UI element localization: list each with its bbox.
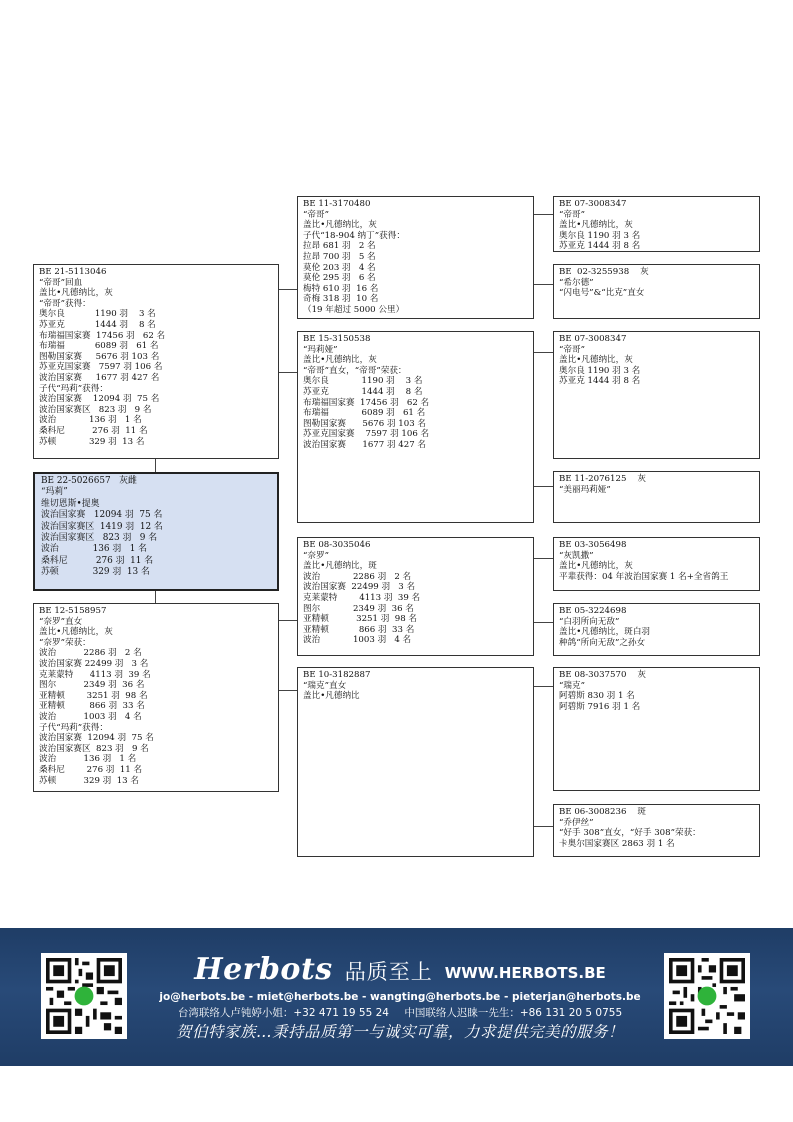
pedigree-line: “灰凯撒” [559,550,594,561]
pedigree-line: 波治国家赛 1677 羽 427 名 [39,372,160,383]
pedigree-line: 亚精顿 866 羽 33 名 [39,701,145,712]
pedigree-line: “奈罗”荣获： [39,637,91,648]
pedigree-line: 梅特 610 羽 16 名 [303,283,379,294]
connector-ds-dsd [533,622,553,623]
pedigree-line: 图勒国家赛 5676 羽 103 名 [39,351,160,362]
pedigree-line: “好手 308”直女，“好手 308”荣获： [559,828,701,839]
pedigree-line: 苏亚克 1444 羽 8 名 [303,386,423,397]
pedigree-line: 亚精顿 3251 羽 98 名 [39,690,148,701]
connector-ds-dss [533,558,553,559]
pedigree-line: 阿碧斯 7916 羽 1 名 [559,701,641,712]
pedigree-line: 盖比•凡德纳比，灰 [559,355,633,366]
pedigree-line: 图尔 2349 羽 36 名 [39,680,145,691]
pedigree-line: 波治国家赛 12094 羽 75 名 [41,510,163,521]
sire-dam-sire-card [553,331,760,459]
dam-sire-card [297,537,534,656]
pedigree-line: 阿碧斯 830 羽 1 名 [559,691,635,702]
pedigree-line: 盖比•凡德纳比，灰 [559,220,633,231]
pedigree-line: 子代“玛莉”获得： [39,383,108,394]
dam-dam-dam-card [553,804,760,857]
tagline: 贺伯特家族…秉持品质第一与诚实可靠，力求提供完美的服务！ [175,1023,624,1041]
pedigree-line: “玛莉” [41,487,68,498]
pedigree-line: “闪电号”&“比克”直女 [559,288,645,299]
contact-line [130,1006,670,1020]
sire-card [33,264,279,459]
brand-row [180,950,620,986]
pedigree-line: “帝哥” [559,209,585,220]
pedigree-line: 布瑞福 6089 羽 61 名 [303,408,426,419]
ring-number: BE 07-3008347 [559,199,627,209]
pedigree-line: 布瑞福国家赛 17456 羽 62 名 [39,330,166,341]
pedigree-line: 波治国家赛 1677 羽 427 名 [303,439,427,450]
connector-dd-ddd [533,826,553,827]
pedigree-line: 克莱蒙特 4113 羽 39 名 [303,592,421,603]
pedigree-line: 波治 2286 羽 2 名 [303,571,412,582]
pedigree-line: 种鸽“所向无敌”之孙女 [559,637,646,648]
subject-card [33,472,279,591]
pedigree-line: “帝哥”获得： [39,298,91,309]
qr-code-right-icon [664,953,750,1039]
connector-dd-dds [533,686,553,687]
pedigree-line: 盖比•凡德纳比，斑 [303,561,377,572]
pedigree-line: “瑞克” [559,680,585,691]
pedigree-line: 波治国家赛区 823 羽 9 名 [41,533,158,544]
ring-number: BE 10-3182887 [303,670,371,680]
dam-card [33,603,279,792]
pedigree-line: 子代“玛莉”获得： [39,722,108,733]
connector-subject-dam [155,590,156,604]
sire-dam-card [297,331,534,523]
herbots-logo: Herbots [194,952,333,987]
pedigree-line: “帝哥”回血 [39,277,83,288]
ring-number: BE 08-3035046 [303,540,371,550]
qr-code-left-icon [41,953,127,1039]
pedigree-line: “希尔德” [559,277,594,288]
pedigree-line: 克莱蒙特 4113 羽 39 名 [39,669,151,680]
connector-subject-sire [155,458,156,472]
sire-sire-card [297,196,534,319]
pedigree-line: 桑科尼 276 羽 11 名 [39,425,148,436]
pedigree-line: 莫伦 295 羽 6 名 [303,273,376,284]
pedigree-line: 亚精顿 3251 羽 98 名 [303,614,418,625]
pedigree-line: 苏亚克 1444 羽 8 名 [559,376,641,387]
contact-china: 中国联络人迟睐一先生：+86 131 20 5 0755 [404,1007,623,1019]
ring-number: BE 07-3008347 [559,334,627,344]
dam-dam-card [297,667,534,857]
pedigree-line: 亚精顿 866 羽 33 名 [303,624,415,635]
pedigree-line: 苏顿 329 羽 13 名 [39,775,139,786]
pedigree-line: 莫伦 203 羽 4 名 [303,262,376,273]
ring-number: BE 11-2076125 灰 [559,474,646,484]
connector-dam-dd [278,690,297,691]
connector-sire-ss [278,289,297,290]
pedigree-line: 波治国家赛 12094 羽 75 名 [39,733,154,744]
pedigree-line: 波治国家赛区 1419 羽 12 名 [41,521,163,532]
sire-dam-dam-card [553,471,760,523]
ring-number: BE 12-5158957 [39,606,107,616]
dam-dam-sire-card [553,667,760,791]
pedigree-line: 桑科尼 276 羽 11 名 [41,555,154,566]
pedigree-line: 卡奥尔国家赛区 2863 羽 1 名 [559,838,675,849]
pedigree-line: 图勒国家赛 5676 羽 103 名 [303,418,427,429]
ring-number: BE 05-3224698 [559,606,627,616]
pedigree-line: 盖比•凡德纳比，灰 [559,561,633,572]
pedigree-line: 盖比•凡德纳比，灰 [303,220,377,231]
pedigree-line: 盖比•凡德纳比 [303,691,360,702]
sire-sire-dam-card [553,264,760,319]
pedigree-line: 苏顿 329 羽 13 名 [39,436,145,447]
pedigree-line: 波治国家赛 22499 羽 3 名 [303,582,416,593]
pedigree-line: 奥尔良 1190 羽 3 名 [559,365,641,376]
ring-number: BE 11-3170480 [303,199,371,209]
connector-ss-ssd [533,284,553,285]
pedigree-line: “乔伊丝” [559,817,594,828]
ring-number: BE 03-3056498 [559,540,627,550]
pedigree-line: 波治 136 羽 1 名 [41,544,148,555]
pedigree-line: 子代“18-904 纳丁”获得： [303,230,405,241]
pedigree-line: 苏亚克国家赛 7597 羽 106 名 [303,429,430,440]
pedigree-line: “奈罗” [303,550,329,561]
pedigree-line: 波治 1003 羽 4 名 [303,635,412,646]
pedigree-line: 盖比•凡德纳比，灰 [39,288,113,299]
ring-number: BE 06-3008236 斑 [559,807,646,817]
pedigree-line: 苏亚克 1444 羽 8 名 [39,319,156,330]
pedigree-line: 波治国家赛区 823 羽 9 名 [39,743,149,754]
pedigree-line: “帝哥” [303,209,329,220]
pedigree-line: 奥尔良 1190 羽 3 名 [559,230,641,241]
pedigree-line: 布瑞福 6089 羽 61 名 [39,341,159,352]
pedigree-line: 盖比•凡德纳比，斑白羽 [559,627,651,638]
pedigree-line: “帝哥” [559,344,585,355]
pedigree-line: “玛莉娅” [303,344,338,355]
pedigree-line: 波治 1003 羽 4 名 [39,711,142,722]
pedigree-line: 苏亚克 1444 羽 8 名 [559,241,641,252]
pedigree-line: 波治国家赛 12094 羽 75 名 [39,394,160,405]
pedigree-line: “帝哥”直女，“帝哥”荣获： [303,365,407,376]
pedigree-line: 拉昂 681 羽 2 名 [303,241,376,252]
pedigree-line: 平辈获得：04 年波治国家赛 1 名+全省鸽王 [559,571,729,582]
connector-sire-sd [278,372,297,373]
pedigree-line: 维切恩斯•提奥 [41,498,100,509]
email-addresses[interactable]: jo@herbots.be - miet@herbots.be - wangting@herbots.be - pieterjan@herbots.be [159,991,641,1003]
pedigree-line: “白羽所向无敌” [559,616,620,627]
sire-sire-sire-card [553,196,760,252]
pedigree-line: 苏顿 329 羽 13 名 [41,567,150,578]
pedigree-line: 奥尔良 1190 羽 3 名 [303,376,423,387]
pedigree-line: 拉昂 700 羽 5 名 [303,251,376,262]
pedigree-line: 波治 2286 羽 2 名 [39,648,142,659]
pedigree-line: “美丽玛莉娅” [559,484,611,495]
dam-sire-sire-card [553,537,760,591]
pedigree-line: 图尔 2349 羽 36 名 [303,603,414,614]
pedigree-line: （19 年超过 5000 公里） [303,304,405,315]
dam-sire-dam-card [553,603,760,656]
pedigree-line: 奥尔良 1190 羽 3 名 [39,309,156,320]
website-link[interactable]: WWW.HERBOTS.BE [444,964,606,982]
connector-sd-sds [533,352,553,353]
ring-number: BE 15-3150538 [303,334,371,344]
connector-dam-ds [278,620,297,621]
connector-sd-sdd [533,486,553,487]
ring-number: BE 08-3037570 灰 [559,670,646,680]
pedigree-line: “奈罗”直女 [39,616,83,627]
pedigree-line: 桑科尼 276 羽 11 名 [39,764,143,775]
pedigree-line: 盖比•凡德纳比，灰 [303,355,377,366]
pedigree-line: 盖比•凡德纳比，灰 [39,627,113,638]
pedigree-line: 波治 136 羽 1 名 [39,415,142,426]
pedigree-line: 奇梅 318 羽 10 名 [303,294,379,305]
ring-number: BE 21-5113046 [39,267,107,277]
contact-taiwan: 台湾联络人卢钝婷小姐：+32 471 19 55 24 [177,1007,389,1019]
pedigree-line: 布瑞福国家赛 17456 羽 62 名 [303,397,430,408]
pedigree-line: 苏亚克国家赛 7597 羽 106 名 [39,362,163,373]
footer-banner [0,928,793,1066]
pedigree-line: 波治国家赛 22499 羽 3 名 [39,658,149,669]
brand-slogan: 品质至上 [344,960,433,984]
pedigree-line: 波治国家赛区 823 羽 9 名 [39,404,152,415]
pedigree-line: “瑞克”直女 [303,680,347,691]
qr-code-left-graphic [46,958,122,1034]
pedigree-line: 波治 136 羽 1 名 [39,754,137,765]
qr-code-right-graphic [669,958,745,1034]
connector-ss-sss [533,214,553,215]
ring-number: BE 22-5026657 灰雌 [41,476,137,486]
ring-number: BE 02-3255938 灰 [559,267,649,277]
